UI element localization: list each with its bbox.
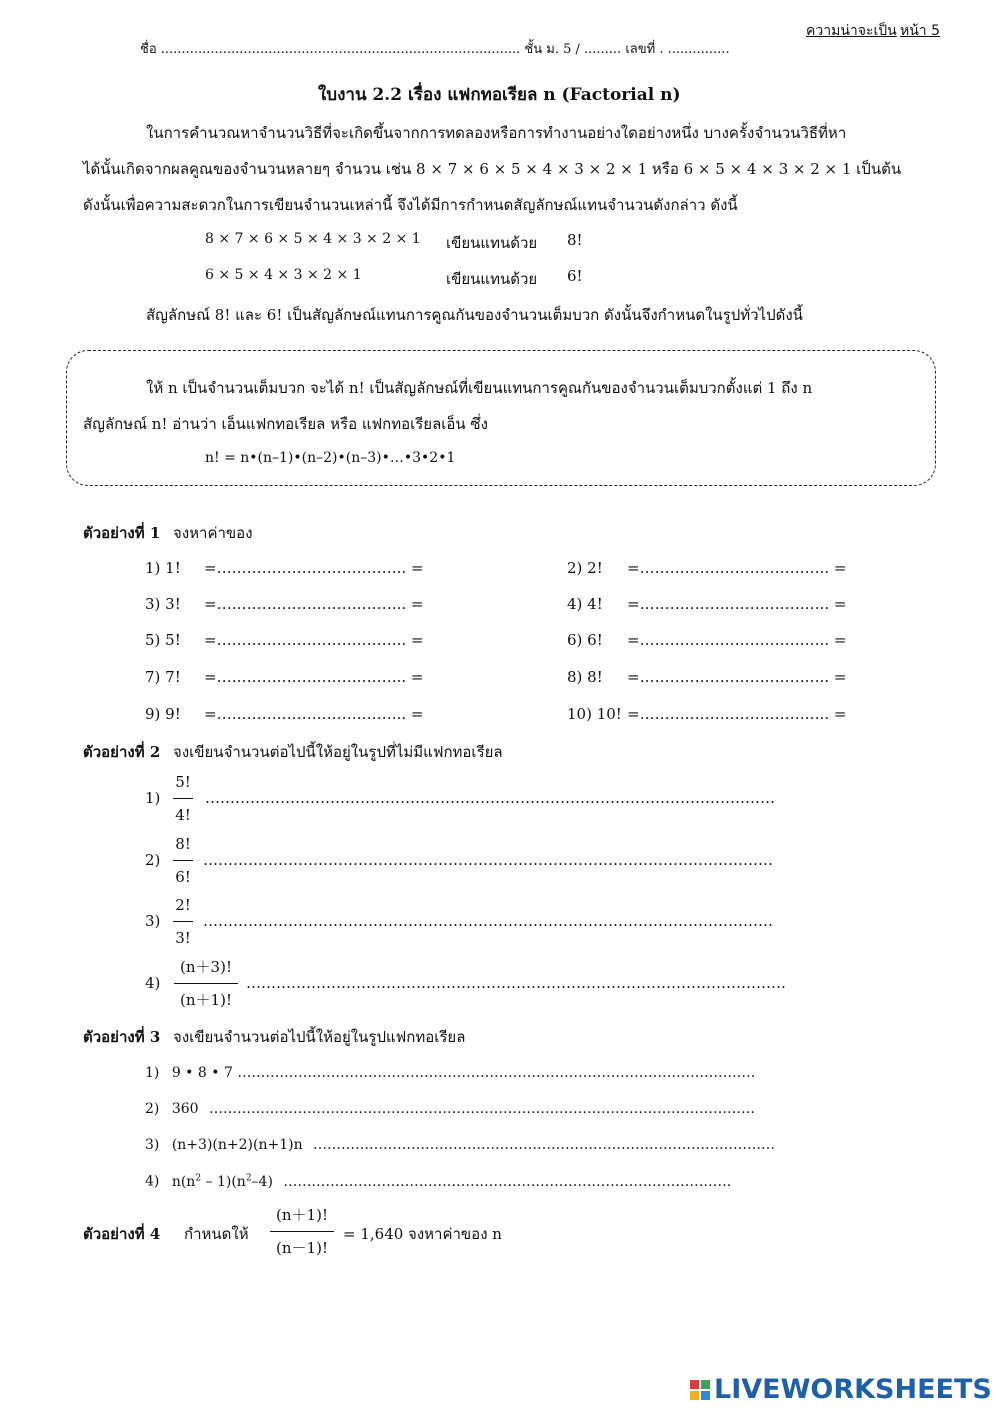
ex2-item-4-numerator: (n＋3)! xyxy=(180,958,232,976)
ex3-item-4-label: 4) xyxy=(145,1173,160,1190)
ex2-item-1-fraction xyxy=(173,771,193,826)
ex1-item-6-label: 6) 6! xyxy=(567,631,603,649)
ex1-item-7-blank[interactable]: =……………………………….. = xyxy=(204,668,424,686)
example-value-2: 6! xyxy=(567,267,583,285)
example4-numerator: (n＋1)! xyxy=(276,1206,328,1224)
ex1-item-9-blank[interactable]: =……………………………….. = xyxy=(204,705,424,723)
topic-label: ความน่าจะเป็น xyxy=(806,23,897,39)
ex3-item-2-blank[interactable]: ……………………………………………………………………………………………………… xyxy=(209,1101,756,1117)
ex3-item-4-expr xyxy=(172,1174,273,1190)
ex1-item-4-label: 4) 4! xyxy=(567,595,603,613)
ex3-item-4-blank[interactable]: …………………………………………………………………………………… xyxy=(283,1173,732,1190)
example3-heading-row xyxy=(83,1025,465,1049)
ex1-item-2-label: 2) 2! xyxy=(567,559,603,577)
ex3-item-3-label: 3) xyxy=(145,1137,160,1153)
ex2-item-2-blank[interactable]: …………………………………………………………………………………………………… xyxy=(203,851,773,869)
logo-text: LIVEWORKSHEETS xyxy=(714,1374,992,1405)
fraction-bar xyxy=(270,1231,334,1232)
page-title: ใบงาน 2.2 เรื่อง แฟกทอเรียล n (Factorial n) xyxy=(318,85,681,105)
ex2-item-2-numerator: 8! xyxy=(175,835,191,853)
ex3-item-4-expr-pre: n(n xyxy=(171,1173,196,1190)
ex3-item-4 xyxy=(145,1173,731,1190)
ex1-item-8-label: 8) 8! xyxy=(567,668,603,686)
ex3-item-1-blank[interactable]: ………………………………………………………………………………………………… xyxy=(237,1065,756,1081)
intro-line-4: สัญลักษณ์ 8! และ 6! เป็นสัญลักษณ์แทนการคูณกันของจำนวนเต็มบวก ดังนั้นจึงกำหนดในรูปทั่วไปดังนี้ xyxy=(146,306,803,324)
example3-instruction: จงเขียนจำนวนต่อไปนี้ให้อยู่ในรูปแฟกทอเรียล xyxy=(173,1028,466,1046)
definition-line-2: สัญลักษณ์ n! อ่านว่า เอ็นแฟกทอเรียล หรือ แฟกทอเรียลเอ็น ซึ่ง xyxy=(83,415,488,433)
liveworksheets-logo[interactable] xyxy=(690,1374,992,1405)
ex3-item-3-expr: (n+3)(n+2)(n+1)n xyxy=(171,1137,303,1153)
fraction-bar xyxy=(173,860,193,861)
ex1-item-1-label: 1) 1! xyxy=(145,559,181,577)
ex1-item-7-label: 7) 7! xyxy=(145,668,181,686)
ex2-item-2-fraction xyxy=(173,833,193,888)
logo-blocks-icon xyxy=(690,1380,710,1400)
example-label-2: เขียนแทนด้วย xyxy=(446,270,538,288)
ex3-item-1-expr: 9 • 8 • 7 xyxy=(171,1065,233,1081)
ex1-item-2-blank[interactable]: =……………………………….. = xyxy=(627,559,847,577)
ex2-item-1-blank[interactable]: …………………………………………………………………………………………………… xyxy=(205,789,775,807)
ex3-item-4-exp1: 2 xyxy=(195,1173,202,1183)
ex1-item-1-blank[interactable]: =……………………………….. = xyxy=(204,559,424,577)
ex3-item-2 xyxy=(145,1101,755,1117)
ex1-item-5-blank[interactable]: =……………………………….. = xyxy=(204,631,424,649)
ex2-item-3-denominator: 3! xyxy=(175,929,191,947)
ex1-item-3-blank[interactable]: =……………………………….. = xyxy=(204,595,424,613)
example-expr-2: 6 × 5 × 4 × 3 × 2 × 1 xyxy=(205,267,362,283)
ex1-item-6-blank[interactable]: =……………………………….. = xyxy=(627,631,847,649)
ex2-item-2-label: 2) xyxy=(145,851,161,869)
ex3-item-4-expr-post: –4) xyxy=(251,1173,273,1190)
definition-line-1: ให้ n เป็นจำนวนเต็มบวก จะได้ n! เป็นสัญลักษณ์ที่เขียนแทนการคูณกันของจำนวนเต็มบวกตั้งแต่ 1 ถึง n xyxy=(146,379,813,397)
ex3-item-1 xyxy=(145,1065,755,1081)
ex2-item-4-fraction xyxy=(174,956,238,1011)
example3-heading: ตัวอย่างที่ 3 xyxy=(83,1028,161,1046)
example2-instruction: จงเขียนจำนวนต่อไปนี้ให้อยู่ในรูปที่ไม่มีแฟกทอเรียล xyxy=(173,743,503,761)
ex1-item-4-blank[interactable]: =……………………………….. = xyxy=(627,595,847,613)
example4-fraction xyxy=(270,1204,334,1259)
ex2-item-1-numerator: 5! xyxy=(175,773,191,791)
example-label-1: เขียนแทนด้วย xyxy=(446,234,538,252)
definition-formula: n! = n•(n–1)•(n–2)•(n–3)•…•3•2•1 xyxy=(205,450,456,466)
ex2-item-3-numerator: 2! xyxy=(175,896,191,914)
ex3-item-1-label: 1) xyxy=(145,1065,160,1081)
example4-denominator: (n－1)! xyxy=(276,1239,328,1257)
fraction-bar xyxy=(174,983,238,984)
example-value-1: 8! xyxy=(567,231,583,249)
ex2-item-3-label: 3) xyxy=(145,912,161,930)
intro-line-2: ได้นั้นเกิดจากผลคูณของจำนวนหลายๆ จำนวน เช่น 8 × 7 × 6 × 5 × 4 × 3 × 2 × 1 หรือ 6 × 5 × 4 × 3 × 2 × 1 เป็นต้น xyxy=(83,160,902,178)
example4-heading: ตัวอย่างที่ 4 xyxy=(83,1225,161,1243)
ex3-item-4-expr-mid: – 1)(n xyxy=(201,1173,246,1190)
ex3-item-3-blank[interactable]: ……………………………………………………………………………………… xyxy=(313,1137,776,1153)
ex3-item-2-label: 2) xyxy=(145,1101,160,1117)
ex1-item-10-blank[interactable]: =……………………………….. = xyxy=(627,705,847,723)
ex2-item-2-denominator: 6! xyxy=(175,868,191,886)
intro-line-3: ดังนั้นเพื่อความสะดวกในการเขียนจำนวนเหล่านี้ จึงได้มีการกำหนดสัญลักษณ์แทนจำนวนดังกล่าว ดังนี้ xyxy=(83,196,738,214)
example1-heading-row xyxy=(83,521,253,545)
example2-heading-row xyxy=(83,740,503,764)
example1-instruction: จงหาค่าของ xyxy=(173,524,253,542)
example4-post: = 1,640 จงหาค่าของ n xyxy=(343,1225,502,1243)
ex3-item-2-expr: 360 xyxy=(171,1101,199,1117)
ex1-item-3-label: 3) 3! xyxy=(145,595,181,613)
ex3-item-4-exp2: 2 xyxy=(245,1173,252,1183)
ex2-item-3-blank[interactable]: …………………………………………………………………………………………………… xyxy=(203,912,773,930)
example1-heading: ตัวอย่างที่ 1 xyxy=(83,524,161,542)
example-expr-1: 8 × 7 × 6 × 5 × 4 × 3 × 2 × 1 xyxy=(205,231,421,247)
page-number: หน้า 5 xyxy=(900,23,941,39)
ex1-item-5-label: 5) 5! xyxy=(145,631,181,649)
name-class-line[interactable]: ชื่อ ....................................................................................... ชั้น ม. 5 / ......... เลขที่ . ............... xyxy=(140,42,730,57)
ex2-item-4-label: 4) xyxy=(145,974,161,992)
fraction-bar xyxy=(173,798,193,799)
ex2-item-1-denominator: 4! xyxy=(175,806,191,824)
intro-line-1: ในการคำนวณหาจำนวนวิธีที่จะเกิดขึ้นจากการทดลองหรือการทำงานอย่างใดอย่างหนึ่ง บางครั้งจำนวนวิธีที่หา xyxy=(146,124,847,142)
ex2-item-4-blank[interactable]: ……………………………………………………………………………………………… xyxy=(246,974,786,992)
example4-pre: กำหนดให้ xyxy=(184,1225,249,1243)
fraction-bar xyxy=(173,921,193,922)
ex2-item-4-denominator: (n＋1)! xyxy=(180,991,232,1009)
ex1-item-8-blank[interactable]: =……………………………….. = xyxy=(627,668,847,686)
ex1-item-9-label: 9) 9! xyxy=(145,705,181,723)
ex3-item-3 xyxy=(145,1137,775,1153)
ex1-item-10-label: 10) 10! xyxy=(567,705,622,723)
ex2-item-1-label: 1) xyxy=(145,789,161,807)
ex2-item-3-fraction xyxy=(173,894,193,949)
example2-heading: ตัวอย่างที่ 2 xyxy=(83,743,161,761)
